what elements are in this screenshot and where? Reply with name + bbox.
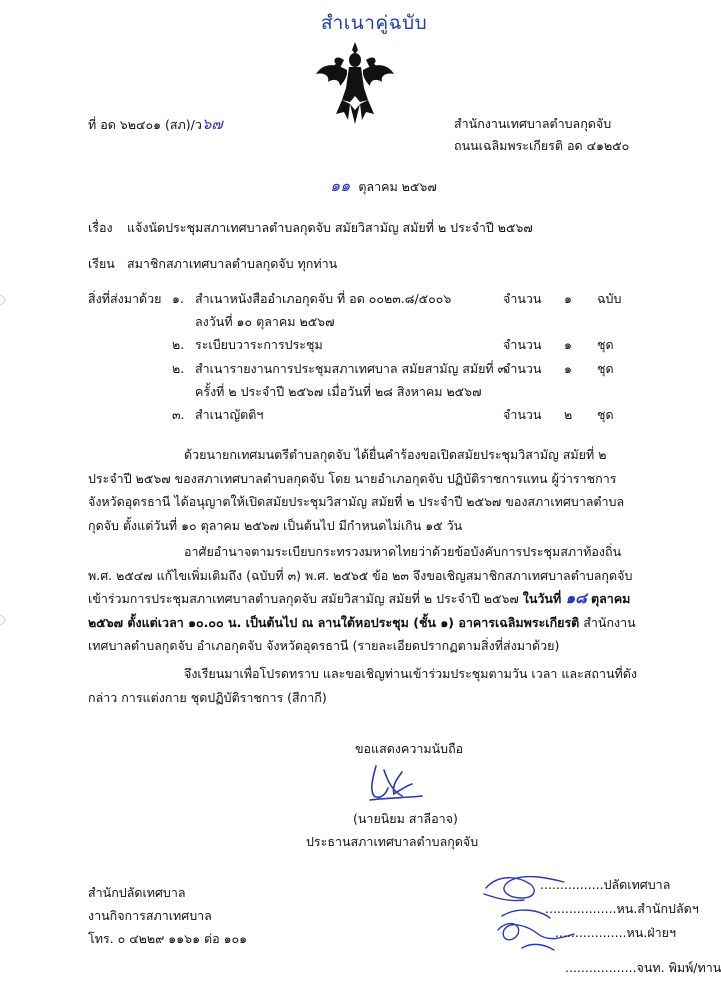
body-paragraph-2-end: สำนักงานเทศบาลตำบลกุดจับ อำเภอกุดจับ จังหวัดอุดรธานี (รายละเอียดปรากฏตามสิ่งที่ส่งมาด้วย)	[88, 614, 636, 653]
approval-4-dots: ..................	[565, 960, 637, 975]
chairman-signature	[362, 760, 432, 806]
signatory-position: ประธานสภาเทศบาลตำบลกุดจับ	[306, 834, 479, 849]
enclosure-4-unit: ชุด	[597, 407, 614, 422]
copy-stamp-label: สำเนาคู่ฉบับ	[321, 12, 428, 34]
document-number	[88, 116, 223, 133]
enclosure-4-qty: ๒	[564, 407, 573, 422]
meeting-date-prefix: ในวันที่	[522, 591, 566, 606]
document-number-handwritten: ๖๗	[201, 115, 223, 133]
enclosure-1-num: ๑.	[172, 291, 184, 306]
enclosure-2-num: ๒.	[172, 337, 185, 352]
footer-section: งานกิจการสภาเทศบาล	[88, 908, 212, 923]
body-paragraph-3	[88, 662, 643, 709]
document-number-text: ที่ อด ๖๒๔๐๑ (สภ)/ว	[88, 117, 202, 132]
enclosure-3-text: สำเนารายงานการประชุมสภาเทศบาล สมัยสามัญ สมัยที่ ๓	[195, 361, 507, 376]
date-day-handwritten: ๑๑	[330, 176, 351, 195]
enclosure-3-unit: ชุด	[597, 361, 614, 376]
date-month-year: ตุลาคม ๒๕๖๗	[358, 179, 437, 194]
office-address-line2: ถนนเฉลิมพระเกียรติ อด ๔๑๒๕๐	[454, 138, 630, 153]
binder-holes	[0, 0, 20, 1000]
approval-4	[565, 960, 721, 976]
enclosure-3-qty-label: จำนวน	[503, 361, 542, 376]
approval-2-dots: ..................	[545, 901, 617, 916]
meeting-date-details: ตุลาคม ๒๕๖๗ ตั้งแต่เวลา ๑๐.๐๐ น. เป็นต้นไป ณ ลานใต้หอประชุม (ชั้น ๑) อาคารเฉลิมพระเกียรติ	[88, 591, 631, 630]
enclosure-1-cont: ลงวันที่ ๑๐ ตุลาคม ๒๕๖๗	[195, 314, 335, 329]
meeting-day-handwritten: ๑๘	[565, 589, 587, 607]
enclosure-1-qty-label: จำนวน	[503, 291, 542, 306]
enclosure-3-qty: ๑	[564, 361, 572, 376]
footer-department: สำนักปลัดเทศบาล	[88, 885, 186, 900]
body-paragraph-2	[88, 540, 643, 658]
enclosure-1-unit: ฉบับ	[597, 291, 622, 306]
to-label: เรียน	[88, 256, 115, 271]
garuda-emblem	[314, 40, 396, 126]
signatory-name: (นายนิยม สาลีอาจ)	[353, 811, 458, 826]
enclosure-1-qty: ๑	[564, 291, 572, 306]
body-paragraph-3-text: จึงเรียนมาเพื่อโปรดทราบ และขอเชิญท่านเข้าร่วมประชุมตามวัน เวลา และสถานที่ดังกล่าว การแต่งกาย ชุดปฏิบัติราชการ (สีกากี)	[88, 666, 638, 705]
approval-3-role: หน.ฝ่ายฯ	[626, 925, 676, 940]
approval-4-role: จนท. พิมพ์/ทาน	[636, 960, 721, 975]
body-paragraph-1	[88, 443, 643, 537]
enclosure-4-text: สำเนาญัตติฯ	[195, 407, 264, 422]
closing-regards: ขอแสดงความนับถือ	[355, 741, 464, 756]
approval-2-role: หน.สำนักปลัดฯ	[616, 901, 699, 916]
body-paragraph-2-text: อาศัยอำนาจตามระเบียบกระทรวงมหาดไทยว่าด้วยข้อบังคับการประชุมสภาท้องถิ่น พ.ศ. ๒๕๔๗ แก้ไขเพิ่มเติมถึง (ฉบับที่ ๓) พ.ศ. ๒๕๖๕ ข้อ ๒๓ จึงขอเชิญสมาชิกสภาเทศบาลตำบลกุดจับ เข้าร่วมการประชุมสภาเทศบาลตำบลกุดจับ สมัยวิสามัญ สมัยที่ ๒ ประจำปี ๒๕๖๗	[88, 544, 633, 606]
approval-1-role: ปลัดเทศบาล	[603, 877, 671, 892]
footer-phone: โทร. ๐ ๔๒๒๙ ๑๑๖๑ ต่อ ๑๐๑	[88, 931, 248, 946]
enclosure-1-text: สำเนาหนังสืออำเภอกุดจับ ที่ อด ๐๐๒๓.๘/๕๐๐๖	[195, 291, 452, 306]
office-address-line1: สำนักงานเทศบาลตำบลกุดจับ	[454, 116, 612, 131]
enclosure-3-num: ๒.	[172, 361, 185, 376]
approval-1-dots: ................	[540, 877, 604, 892]
enclosure-3-cont: ครั้งที่ ๒ ประจำปี ๒๕๖๗ เมื่อวันที่ ๒๘ สิงหาคม ๒๕๖๗	[195, 384, 482, 399]
enclosure-2-text: ระเบียบวาระการประชุม	[195, 337, 323, 352]
approval-1	[540, 877, 670, 893]
enclosures-label: สิ่งที่ส่งมาด้วย	[88, 291, 162, 306]
document-date	[330, 178, 437, 195]
approval-3-dots: ..................	[555, 925, 627, 940]
to-text: สมาชิกสภาเทศบาลตำบลกุดจับ ทุกท่าน	[127, 256, 338, 271]
enclosure-2-qty-label: จำนวน	[503, 337, 542, 352]
approval-2	[545, 901, 699, 917]
approval-3	[555, 925, 676, 941]
subject-text: แจ้งนัดประชุมสภาเทศบาลตำบลกุดจับ สมัยวิสามัญ สมัยที่ ๒ ประจำปี ๒๕๖๗	[127, 220, 533, 235]
subject-label: เรื่อง	[88, 220, 113, 235]
enclosure-4-num: ๓.	[172, 407, 185, 422]
enclosure-4-qty-label: จำนวน	[503, 407, 542, 422]
body-paragraph-1-text: ด้วยนายกเทศมนตรีตำบลกุดจับ ได้ยื่นคำร้องขอเปิดสมัยประชุมวิสามัญ สมัยที่ ๒ ประจำปี ๒๕๖๗ ของสภาเทศบาลตำบลกุดจับ โดย นายอำเภอกุดจับ ปฏิบัติราชการแทน ผู้ว่าราชการจังหวัดอุดรธานี ได้อนุญาตให้เปิดสมัยประชุมวิสามัญ สมัยที่ ๒ ประจำปี ๒๕๖๗ ของสภาเทศบาลตำบลกุดจับ ตั้งแต่วันที่ ๑๐ ตุลาคม ๒๕๖๗ เป็นต้นไป มีกำหนดไม่เกิน ๑๕ วัน	[88, 447, 625, 533]
enclosure-2-qty: ๑	[564, 337, 572, 352]
enclosure-2-unit: ชุด	[597, 337, 614, 352]
